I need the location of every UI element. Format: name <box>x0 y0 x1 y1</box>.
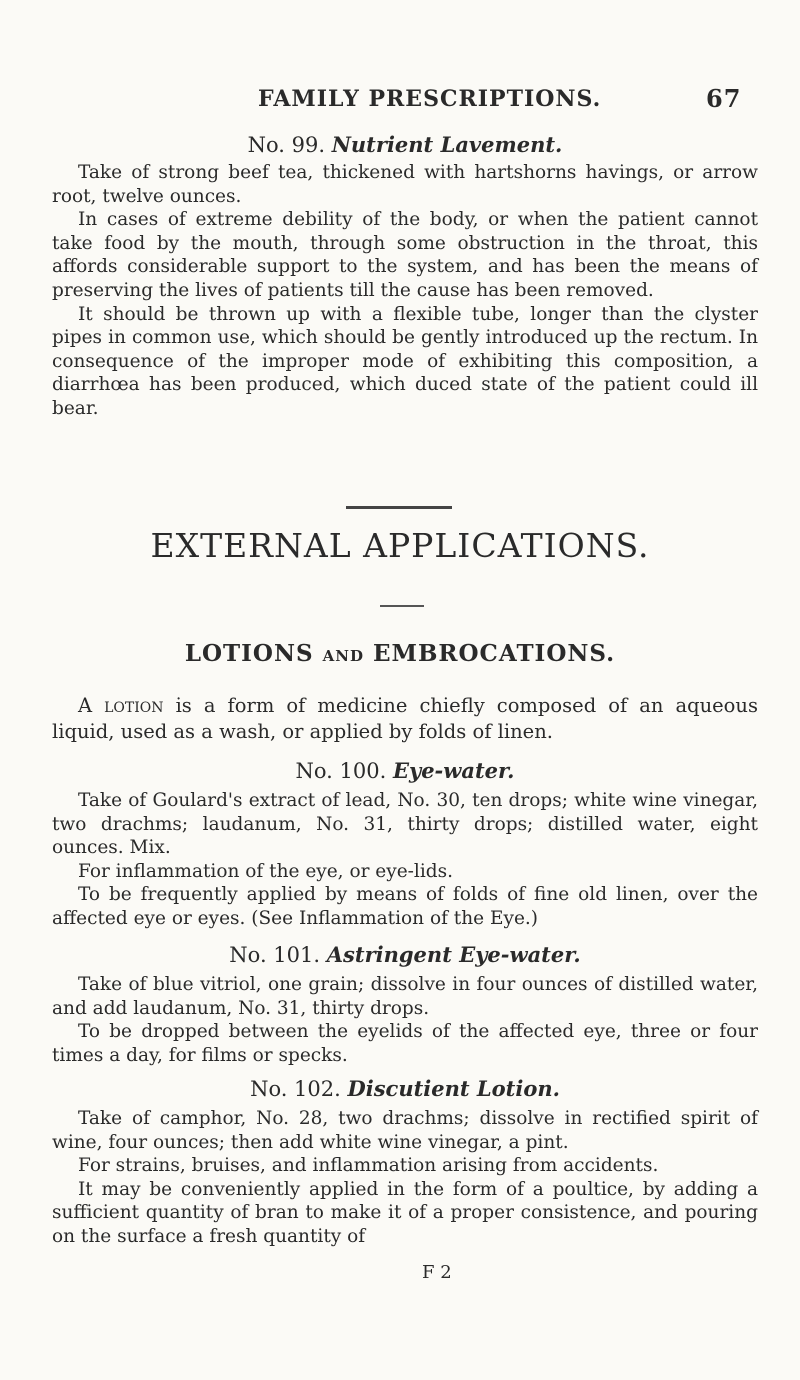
entry-number: No. 101. <box>229 943 321 967</box>
divider-rule <box>346 506 452 509</box>
entry-number: No. 102. <box>250 1077 341 1101</box>
entry-102 <box>52 1076 758 1249</box>
paragraph: Take of strong beef tea, thickened with hartshorns havings, or arrow root, twelve ounces. <box>52 162 758 207</box>
paragraph: Take of blue vitriol, one grain; dissolve in four ounces of distilled water, and add laudanum, No. 31, thirty drops. <box>52 974 758 1019</box>
entry-number: No. 100. <box>295 759 387 783</box>
page-number: 67 <box>706 84 742 113</box>
definition-lead: A lotion <box>78 694 164 717</box>
paragraph: Take of camphor, No. 28, two drachms; dissolve in rectified spirit of wine, four ounces; then add white wine vinegar, a pint. <box>52 1108 758 1153</box>
paragraph: For strains, bruises, and inflammation arising from accidents. <box>78 1155 659 1177</box>
definition-paragraph <box>52 693 758 745</box>
paragraph: For inflammation of the eye, or eye-lids. <box>78 860 453 882</box>
divider-rule <box>380 605 424 607</box>
entry-name: Astringent Eye-water. <box>326 942 581 967</box>
paragraph: It may be conveniently applied in the form of a poultice, by adding a sufficient quantity of bran to make it of a proper consistence, and pouring on the surface a fresh quantity of <box>52 1178 758 1247</box>
paragraph: To be frequently applied by means of folds of fine old linen, over the affected eye or eyes. (See Inflammation of the Eye.) <box>52 884 758 929</box>
entry-heading <box>52 1076 758 1101</box>
entry-name: Discutient Lotion. <box>347 1076 560 1101</box>
entry-name: Eye-water. <box>392 758 515 783</box>
subsection-part: LOTIONS <box>184 640 314 667</box>
paragraph: In cases of extreme debility of the body, or when the patient cannot take food by the mouth, through some obstruction in the throat, this affords considerable support to the system, and has been the means of preserving the lives of patients till the cause has been removed. <box>52 209 758 301</box>
subsection-title <box>0 640 800 667</box>
subsection-and: AND <box>322 647 364 665</box>
running-head-title: FAMILY PRESCRIPTIONS. <box>258 86 602 112</box>
entry-number: No. 99. <box>247 133 326 157</box>
paragraph: To be dropped between the eyelids of the affected eye, three or four times a day, for films or specks. <box>52 1021 758 1066</box>
subsection-part: EMBROCATIONS. <box>372 640 616 667</box>
section-title: EXTERNAL APPLICATIONS. <box>150 526 650 565</box>
entry-heading <box>52 942 758 967</box>
definition-text: is a form of medicine chiefly composed of an aqueous liquid, used as a wash, or applied by folds of linen. <box>52 694 758 743</box>
definition-block <box>52 693 758 745</box>
entry-101 <box>52 942 758 1067</box>
entry-99 <box>52 132 758 421</box>
entry-heading <box>52 758 758 783</box>
entry-name: Nutrient Lavement. <box>331 132 563 157</box>
paragraph: It should be thrown up with a flexible tube, longer than the clyster pipes in common use, which should be gently introduced up the rectum. In consequence of the improper mode of exhibiting this composition, a diarrhœa has been produced, which duced state of the patient could ill bear. <box>52 303 758 419</box>
paragraph: Take of Goulard's extract of lead, No. 30, ten drops; white wine vinegar, two drachms; laudanum, No. 31, thirty drops; distilled water, eight ounces. Mix. <box>52 790 758 859</box>
entry-100 <box>52 758 758 931</box>
entry-heading <box>52 132 758 157</box>
signature-mark: F 2 <box>422 1262 452 1283</box>
